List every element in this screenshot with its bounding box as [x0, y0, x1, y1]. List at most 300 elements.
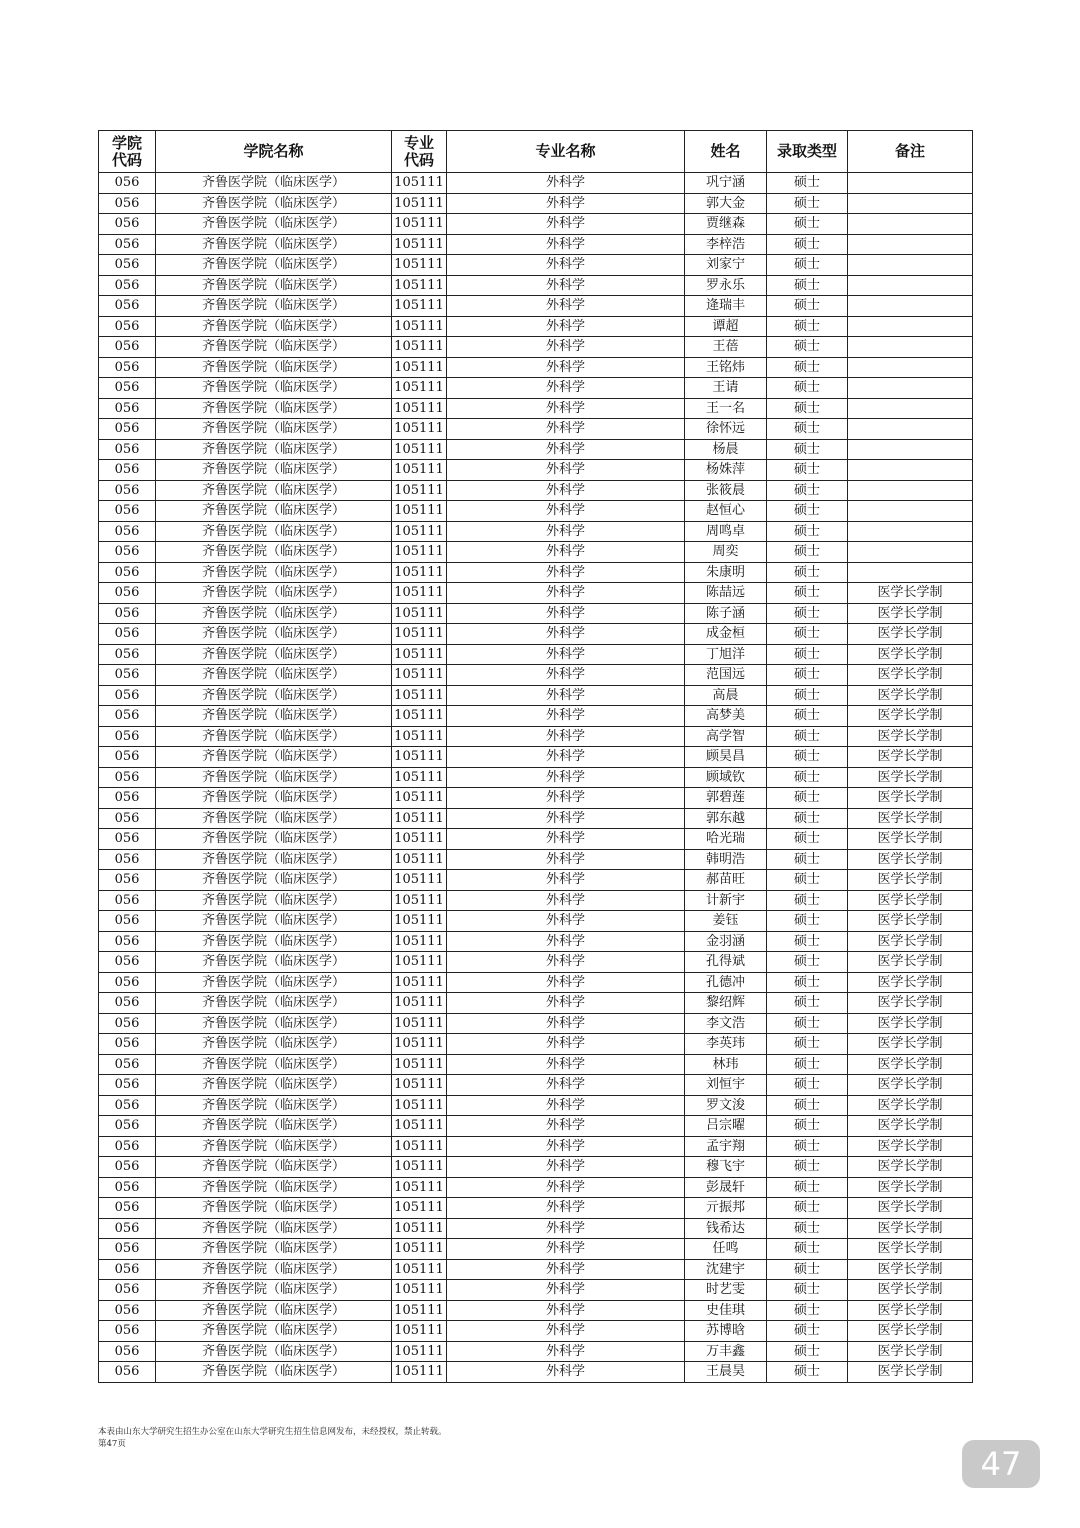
cell-college-code: 056 — [99, 419, 156, 440]
cell-college-code: 056 — [99, 1280, 156, 1301]
cell-college-name: 齐鲁医学院（临床医学） — [156, 296, 392, 317]
cell-admission-type: 硕士 — [767, 501, 848, 522]
cell-college-name: 齐鲁医学院（临床医学） — [156, 706, 392, 727]
cell-college-code: 056 — [99, 255, 156, 276]
cell-college-code: 056 — [99, 952, 156, 973]
cell-major-name: 外科学 — [447, 296, 685, 317]
cell-college-name: 齐鲁医学院（临床医学） — [156, 542, 392, 563]
cell-admission-type: 硕士 — [767, 173, 848, 194]
cell-college-code: 056 — [99, 1095, 156, 1116]
cell-college-name: 齐鲁医学院（临床医学） — [156, 193, 392, 214]
cell-admission-type: 硕士 — [767, 255, 848, 276]
cell-major-code: 105111 — [392, 1198, 447, 1219]
cell-admission-type: 硕士 — [767, 911, 848, 932]
header-note: 备注 — [848, 131, 973, 173]
cell-note — [848, 357, 973, 378]
cell-major-name: 外科学 — [447, 1013, 685, 1034]
table-row — [99, 685, 973, 706]
table-row — [99, 1177, 973, 1198]
cell-college-name: 齐鲁医学院（临床医学） — [156, 1075, 392, 1096]
cell-college-name: 齐鲁医学院（临床医学） — [156, 726, 392, 747]
cell-major-name: 外科学 — [447, 993, 685, 1014]
cell-admission-type: 硕士 — [767, 706, 848, 727]
cell-college-name: 齐鲁医学院（临床医学） — [156, 603, 392, 624]
cell-college-name: 齐鲁医学院（临床医学） — [156, 644, 392, 665]
cell-note: 医学长学制 — [848, 624, 973, 645]
cell-major-name: 外科学 — [447, 1259, 685, 1280]
cell-college-name: 齐鲁医学院（临床医学） — [156, 234, 392, 255]
cell-college-name: 齐鲁医学院（临床医学） — [156, 501, 392, 522]
cell-note: 医学长学制 — [848, 808, 973, 829]
cell-major-name: 外科学 — [447, 419, 685, 440]
cell-student-name: 郝苗旺 — [685, 870, 767, 891]
cell-note: 医学长学制 — [848, 767, 973, 788]
cell-note: 医学长学制 — [848, 1321, 973, 1342]
table-row — [99, 624, 973, 645]
cell-student-name: 郭碧莲 — [685, 788, 767, 809]
cell-major-code: 105111 — [392, 644, 447, 665]
cell-college-name: 齐鲁医学院（临床医学） — [156, 275, 392, 296]
cell-student-name: 杨姝萍 — [685, 460, 767, 481]
cell-college-name: 齐鲁医学院（临床医学） — [156, 1321, 392, 1342]
cell-college-code: 056 — [99, 1341, 156, 1362]
cell-admission-type: 硕士 — [767, 1239, 848, 1260]
footer-page-label: 第47页 — [98, 1439, 126, 1449]
cell-admission-type: 硕士 — [767, 378, 848, 399]
cell-admission-type: 硕士 — [767, 193, 848, 214]
cell-note — [848, 255, 973, 276]
cell-admission-type: 硕士 — [767, 788, 848, 809]
cell-college-code: 056 — [99, 665, 156, 686]
table-row — [99, 1362, 973, 1383]
cell-student-name: 顾昊昌 — [685, 747, 767, 768]
cell-college-code: 056 — [99, 1259, 156, 1280]
table-row — [99, 603, 973, 624]
cell-student-name: 金羽涵 — [685, 931, 767, 952]
cell-major-name: 外科学 — [447, 255, 685, 276]
cell-college-code: 056 — [99, 1034, 156, 1055]
cell-major-code: 105111 — [392, 1362, 447, 1383]
cell-college-code: 056 — [99, 1013, 156, 1034]
cell-major-name: 外科学 — [447, 829, 685, 850]
cell-admission-type: 硕士 — [767, 1362, 848, 1383]
cell-student-name: 成金桓 — [685, 624, 767, 645]
cell-major-code: 105111 — [392, 952, 447, 973]
cell-college-name: 齐鲁医学院（临床医学） — [156, 255, 392, 276]
cell-major-code: 105111 — [392, 398, 447, 419]
cell-admission-type: 硕士 — [767, 337, 848, 358]
table-row — [99, 583, 973, 604]
table-row — [99, 890, 973, 911]
cell-major-name: 外科学 — [447, 726, 685, 747]
cell-student-name: 王一名 — [685, 398, 767, 419]
table-row — [99, 808, 973, 829]
cell-student-name: 高学智 — [685, 726, 767, 747]
cell-major-code: 105111 — [392, 890, 447, 911]
cell-admission-type: 硕士 — [767, 1321, 848, 1342]
header-college-code: 学院 代码 — [99, 131, 156, 173]
cell-major-code: 105111 — [392, 357, 447, 378]
cell-admission-type: 硕士 — [767, 1116, 848, 1137]
cell-major-code: 105111 — [392, 1341, 447, 1362]
table-row — [99, 460, 973, 481]
cell-note — [848, 275, 973, 296]
cell-college-name: 齐鲁医学院（临床医学） — [156, 1157, 392, 1178]
table-row — [99, 931, 973, 952]
table-row — [99, 193, 973, 214]
cell-admission-type: 硕士 — [767, 993, 848, 1014]
cell-student-name: 计新宇 — [685, 890, 767, 911]
cell-admission-type: 硕士 — [767, 1177, 848, 1198]
cell-major-name: 外科学 — [447, 1218, 685, 1239]
table-body — [99, 173, 973, 1383]
cell-college-code: 056 — [99, 870, 156, 891]
table-row — [99, 1321, 973, 1342]
table-row — [99, 173, 973, 194]
table-row — [99, 501, 973, 522]
cell-note — [848, 296, 973, 317]
footer-notice: 本表由山东大学研究生招生办公室在山东大学研究生招生信息网发布，未经授权，禁止转载。 — [98, 1427, 447, 1437]
cell-major-name: 外科学 — [447, 1321, 685, 1342]
cell-major-code: 105111 — [392, 214, 447, 235]
table-row — [99, 398, 973, 419]
cell-major-name: 外科学 — [447, 1341, 685, 1362]
cell-note: 医学长学制 — [848, 1362, 973, 1383]
cell-major-code: 105111 — [392, 993, 447, 1014]
cell-admission-type: 硕士 — [767, 583, 848, 604]
cell-student-name: 谭超 — [685, 316, 767, 337]
cell-college-name: 齐鲁医学院（临床医学） — [156, 1054, 392, 1075]
cell-college-code: 056 — [99, 234, 156, 255]
cell-student-name: 孟宇翔 — [685, 1136, 767, 1157]
cell-college-name: 齐鲁医学院（临床医学） — [156, 419, 392, 440]
cell-major-code: 105111 — [392, 1300, 447, 1321]
cell-major-name: 外科学 — [447, 1116, 685, 1137]
cell-college-name: 齐鲁医学院（临床医学） — [156, 972, 392, 993]
cell-note: 医学长学制 — [848, 706, 973, 727]
cell-major-code: 105111 — [392, 767, 447, 788]
cell-admission-type: 硕士 — [767, 460, 848, 481]
cell-note: 医学长学制 — [848, 1239, 973, 1260]
cell-major-name: 外科学 — [447, 1300, 685, 1321]
cell-major-code: 105111 — [392, 173, 447, 194]
table-row — [99, 706, 973, 727]
cell-major-name: 外科学 — [447, 665, 685, 686]
cell-college-code: 056 — [99, 357, 156, 378]
cell-major-name: 外科学 — [447, 788, 685, 809]
cell-student-name: 罗永乐 — [685, 275, 767, 296]
cell-major-name: 外科学 — [447, 1034, 685, 1055]
cell-note: 医学长学制 — [848, 603, 973, 624]
table-row — [99, 1136, 973, 1157]
cell-major-name: 外科学 — [447, 624, 685, 645]
cell-college-code: 056 — [99, 1136, 156, 1157]
cell-admission-type: 硕士 — [767, 357, 848, 378]
cell-college-code: 056 — [99, 439, 156, 460]
table-row — [99, 911, 973, 932]
cell-major-code: 105111 — [392, 439, 447, 460]
cell-admission-type: 硕士 — [767, 808, 848, 829]
cell-admission-type: 硕士 — [767, 870, 848, 891]
cell-college-name: 齐鲁医学院（临床医学） — [156, 1300, 392, 1321]
cell-student-name: 杨晨 — [685, 439, 767, 460]
cell-admission-type: 硕士 — [767, 1034, 848, 1055]
cell-college-code: 056 — [99, 624, 156, 645]
table-row — [99, 521, 973, 542]
cell-admission-type: 硕士 — [767, 521, 848, 542]
header-student-name: 姓名 — [685, 131, 767, 173]
cell-note: 医学长学制 — [848, 993, 973, 1014]
cell-college-name: 齐鲁医学院（临床医学） — [156, 952, 392, 973]
cell-college-name: 齐鲁医学院（临床医学） — [156, 747, 392, 768]
cell-major-code: 105111 — [392, 849, 447, 870]
cell-college-code: 056 — [99, 1198, 156, 1219]
cell-major-name: 外科学 — [447, 808, 685, 829]
cell-note — [848, 316, 973, 337]
cell-college-code: 056 — [99, 378, 156, 399]
cell-college-code: 056 — [99, 296, 156, 317]
table-row — [99, 378, 973, 399]
cell-major-code: 105111 — [392, 1259, 447, 1280]
cell-note — [848, 501, 973, 522]
cell-college-code: 056 — [99, 542, 156, 563]
cell-student-name: 贾继森 — [685, 214, 767, 235]
cell-student-name: 孔德冲 — [685, 972, 767, 993]
cell-college-name: 齐鲁医学院（临床医学） — [156, 829, 392, 850]
cell-major-name: 外科学 — [447, 706, 685, 727]
cell-college-name: 齐鲁医学院（临床医学） — [156, 1218, 392, 1239]
cell-admission-type: 硕士 — [767, 829, 848, 850]
cell-note: 医学长学制 — [848, 1177, 973, 1198]
cell-college-code: 056 — [99, 316, 156, 337]
cell-student-name: 苏博晗 — [685, 1321, 767, 1342]
cell-student-name: 李文浩 — [685, 1013, 767, 1034]
cell-major-name: 外科学 — [447, 562, 685, 583]
cell-major-name: 外科学 — [447, 685, 685, 706]
cell-major-name: 外科学 — [447, 521, 685, 542]
header-major-code: 专业 代码 — [392, 131, 447, 173]
cell-note: 医学长学制 — [848, 1218, 973, 1239]
cell-student-name: 刘家宁 — [685, 255, 767, 276]
cell-note — [848, 521, 973, 542]
cell-note — [848, 214, 973, 235]
cell-major-name: 外科学 — [447, 398, 685, 419]
cell-college-name: 齐鲁医学院（临床医学） — [156, 316, 392, 337]
table-row — [99, 972, 973, 993]
cell-college-code: 056 — [99, 173, 156, 194]
cell-student-name: 彭晟轩 — [685, 1177, 767, 1198]
cell-student-name: 王蓓 — [685, 337, 767, 358]
cell-college-name: 齐鲁医学院（临床医学） — [156, 1034, 392, 1055]
table-row — [99, 439, 973, 460]
cell-note: 医学长学制 — [848, 1095, 973, 1116]
cell-note: 医学长学制 — [848, 849, 973, 870]
cell-student-name: 巩宁涵 — [685, 173, 767, 194]
cell-major-code: 105111 — [392, 911, 447, 932]
cell-major-name: 外科学 — [447, 952, 685, 973]
cell-admission-type: 硕士 — [767, 419, 848, 440]
cell-note: 医学长学制 — [848, 829, 973, 850]
cell-major-code: 105111 — [392, 460, 447, 481]
cell-admission-type: 硕士 — [767, 849, 848, 870]
cell-admission-type: 硕士 — [767, 1075, 848, 1096]
cell-college-name: 齐鲁医学院（临床医学） — [156, 562, 392, 583]
cell-note: 医学长学制 — [848, 583, 973, 604]
cell-note: 医学长学制 — [848, 644, 973, 665]
table-row — [99, 849, 973, 870]
cell-college-name: 齐鲁医学院（临床医学） — [156, 1362, 392, 1383]
cell-major-name: 外科学 — [447, 931, 685, 952]
cell-note: 医学长学制 — [848, 1259, 973, 1280]
cell-student-name: 亓振邦 — [685, 1198, 767, 1219]
cell-student-name: 罗文浚 — [685, 1095, 767, 1116]
cell-college-code: 056 — [99, 603, 156, 624]
cell-major-name: 外科学 — [447, 357, 685, 378]
cell-note: 医学长学制 — [848, 1034, 973, 1055]
cell-admission-type: 硕士 — [767, 275, 848, 296]
cell-major-name: 外科学 — [447, 849, 685, 870]
cell-student-name: 韩明浩 — [685, 849, 767, 870]
cell-college-code: 056 — [99, 562, 156, 583]
cell-admission-type: 硕士 — [767, 1157, 848, 1178]
table-row — [99, 1034, 973, 1055]
cell-major-name: 外科学 — [447, 911, 685, 932]
cell-note — [848, 234, 973, 255]
cell-college-code: 056 — [99, 931, 156, 952]
cell-admission-type: 硕士 — [767, 1280, 848, 1301]
cell-college-code: 056 — [99, 767, 156, 788]
table-row — [99, 747, 973, 768]
table-header-row — [99, 131, 973, 173]
cell-college-name: 齐鲁医学院（临床医学） — [156, 870, 392, 891]
cell-note: 医学长学制 — [848, 1157, 973, 1178]
cell-college-name: 齐鲁医学院（临床医学） — [156, 1198, 392, 1219]
cell-college-code: 056 — [99, 890, 156, 911]
cell-note: 医学长学制 — [848, 665, 973, 686]
cell-note: 医学长学制 — [848, 1341, 973, 1362]
cell-major-code: 105111 — [392, 1054, 447, 1075]
cell-student-name: 万丰鑫 — [685, 1341, 767, 1362]
cell-college-code: 056 — [99, 1239, 156, 1260]
cell-admission-type: 硕士 — [767, 767, 848, 788]
cell-admission-type: 硕士 — [767, 603, 848, 624]
cell-major-code: 105111 — [392, 1013, 447, 1034]
cell-admission-type: 硕士 — [767, 931, 848, 952]
cell-college-code: 056 — [99, 1054, 156, 1075]
cell-major-code: 105111 — [392, 562, 447, 583]
cell-college-name: 齐鲁医学院（临床医学） — [156, 890, 392, 911]
cell-college-name: 齐鲁医学院（临床医学） — [156, 1095, 392, 1116]
cell-major-code: 105111 — [392, 501, 447, 522]
cell-major-code: 105111 — [392, 1034, 447, 1055]
cell-college-code: 056 — [99, 747, 156, 768]
header-college-name: 学院名称 — [156, 131, 392, 173]
cell-note: 医学长学制 — [848, 1198, 973, 1219]
cell-major-code: 105111 — [392, 316, 447, 337]
cell-student-name: 刘恒宇 — [685, 1075, 767, 1096]
cell-college-name: 齐鲁医学院（临床医学） — [156, 439, 392, 460]
table-row — [99, 419, 973, 440]
table-row — [99, 316, 973, 337]
table-row — [99, 1095, 973, 1116]
cell-college-code: 056 — [99, 1362, 156, 1383]
cell-college-name: 齐鲁医学院（临床医学） — [156, 624, 392, 645]
cell-college-code: 056 — [99, 706, 156, 727]
table-row — [99, 1341, 973, 1362]
cell-admission-type: 硕士 — [767, 439, 848, 460]
cell-major-code: 105111 — [392, 419, 447, 440]
cell-admission-type: 硕士 — [767, 726, 848, 747]
cell-student-name: 任鸣 — [685, 1239, 767, 1260]
cell-major-code: 105111 — [392, 1136, 447, 1157]
cell-student-name: 姜钰 — [685, 911, 767, 932]
cell-college-name: 齐鲁医学院（临床医学） — [156, 1280, 392, 1301]
table-row — [99, 1013, 973, 1034]
cell-major-name: 外科学 — [447, 337, 685, 358]
cell-college-name: 齐鲁医学院（临床医学） — [156, 583, 392, 604]
cell-college-code: 056 — [99, 726, 156, 747]
cell-major-code: 105111 — [392, 931, 447, 952]
cell-college-code: 056 — [99, 398, 156, 419]
cell-college-name: 齐鲁医学院（临床医学） — [156, 931, 392, 952]
cell-note: 医学长学制 — [848, 1075, 973, 1096]
cell-major-code: 105111 — [392, 1280, 447, 1301]
table-row — [99, 726, 973, 747]
cell-major-code: 105111 — [392, 378, 447, 399]
cell-student-name: 丁旭洋 — [685, 644, 767, 665]
cell-note: 医学长学制 — [848, 1013, 973, 1034]
cell-college-code: 056 — [99, 1157, 156, 1178]
cell-college-code: 056 — [99, 1218, 156, 1239]
cell-admission-type: 硕士 — [767, 1136, 848, 1157]
cell-student-name: 郭东越 — [685, 808, 767, 829]
cell-note: 医学长学制 — [848, 1054, 973, 1075]
cell-college-code: 056 — [99, 972, 156, 993]
cell-major-name: 外科学 — [447, 644, 685, 665]
cell-college-name: 齐鲁医学院（临床医学） — [156, 685, 392, 706]
cell-admission-type: 硕士 — [767, 1218, 848, 1239]
cell-college-name: 齐鲁医学院（临床医学） — [156, 1341, 392, 1362]
cell-college-name: 齐鲁医学院（临床医学） — [156, 1013, 392, 1034]
cell-major-name: 外科学 — [447, 747, 685, 768]
cell-note: 医学长学制 — [848, 890, 973, 911]
cell-note: 医学长学制 — [848, 788, 973, 809]
cell-major-code: 105111 — [392, 296, 447, 317]
cell-student-name: 王铭炜 — [685, 357, 767, 378]
page-number-badge: 47 — [962, 1440, 1040, 1488]
cell-college-name: 齐鲁医学院（临床医学） — [156, 767, 392, 788]
cell-student-name: 陈子涵 — [685, 603, 767, 624]
cell-college-name: 齐鲁医学院（临床医学） — [156, 1259, 392, 1280]
cell-admission-type: 硕士 — [767, 1054, 848, 1075]
cell-major-code: 105111 — [392, 1218, 447, 1239]
cell-major-name: 外科学 — [447, 501, 685, 522]
cell-student-name: 王请 — [685, 378, 767, 399]
cell-major-code: 105111 — [392, 1157, 447, 1178]
cell-admission-type: 硕士 — [767, 234, 848, 255]
cell-student-name: 穆飞宇 — [685, 1157, 767, 1178]
cell-note: 医学长学制 — [848, 747, 973, 768]
cell-college-code: 056 — [99, 1321, 156, 1342]
cell-college-name: 齐鲁医学院（临床医学） — [156, 788, 392, 809]
cell-major-name: 外科学 — [447, 378, 685, 399]
cell-note — [848, 480, 973, 501]
cell-college-name: 齐鲁医学院（临床医学） — [156, 357, 392, 378]
cell-note — [848, 337, 973, 358]
cell-admission-type: 硕士 — [767, 644, 848, 665]
cell-note — [848, 378, 973, 399]
table-row — [99, 1259, 973, 1280]
